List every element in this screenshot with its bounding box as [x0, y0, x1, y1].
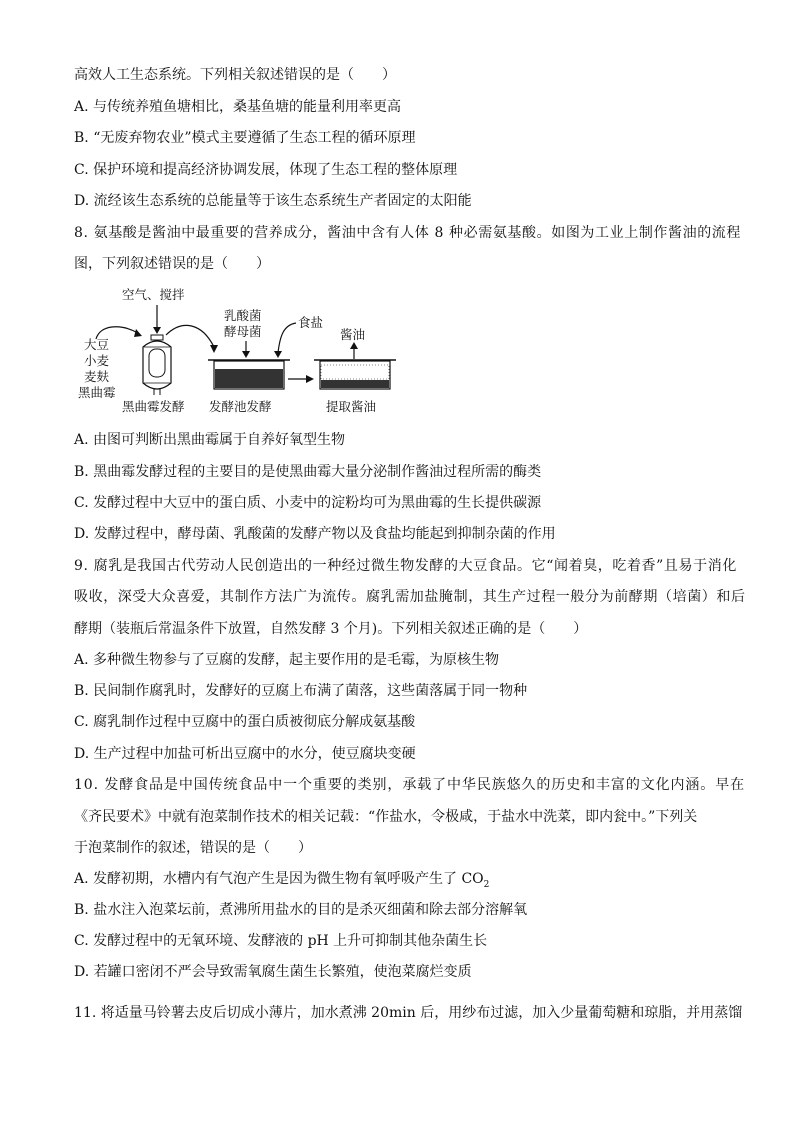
q8-stem-line1: 8. 氨基酸是酱油中最重要的营养成分，酱油中含有人体 8 种必需氨基酸。如图为工业上制作酱油的流程: [74, 225, 742, 241]
q10-stem-line1: 10. 发酵食品是中国传统食品中一个重要的类别，承载了中华民族悠久的历史和丰富的文化内涵。早在: [74, 777, 746, 793]
extraction-tank-icon: [314, 360, 396, 389]
arrow-curve-icon: [210, 345, 218, 353]
q8-option-d: D. 发酵过程中，酵母菌、乳酸菌的发酵产物以及食盐均能起到抑制杂菌的作用: [74, 526, 556, 542]
air-stir-label: 空气、搅拌: [122, 287, 185, 302]
arrow-down-icon: [242, 351, 250, 358]
fermenter-icon: [143, 335, 171, 395]
arrow-right-icon: [306, 375, 314, 383]
arrow-down-icon: [153, 327, 161, 334]
q7-option-b: B. “无废弃物农业”模式主要遵循了生态工程的循环原理: [74, 130, 416, 146]
q8-option-a: A. 由图可判断出黑曲霉属于自养好氧型生物: [74, 432, 346, 448]
ingredient-soybean: 大豆: [84, 337, 110, 352]
stage-extract-soy-sauce: 提取酱油: [326, 399, 377, 414]
q9-option-d: D. 生产过程中加盐可析出豆腐中的水分，使豆腐块变硬: [74, 746, 416, 762]
ingredient-bran: 麦麸: [84, 369, 110, 384]
ingredient-aspergillus: 黑曲霉: [78, 385, 116, 400]
q8-option-b: B. 黑曲霉发酵过程的主要目的是使黑曲霉大量分泌制作酱油过程所需的酶类: [74, 464, 542, 480]
arrow-down-icon: [274, 351, 282, 358]
stage-pool-fermentation: 发酵池发酵: [209, 399, 272, 414]
microbe-lactic: 乳酸菌: [224, 308, 262, 323]
q10-stem-line3: 于泡菜制作的叙述，错误的是（ ）: [74, 840, 312, 856]
q11-stem-line1: 11. 将适量马铃薯去皮后切成小薄片，加水煮沸 20min 后，用纱布过滤，加入少量葡萄糖和琼脂，并用蒸馏: [74, 1005, 743, 1021]
soy-sauce-label: 酱油: [340, 327, 366, 342]
q7-option-a: A. 与传统养殖鱼塘相比，桑基鱼塘的能量利用率更高: [74, 99, 402, 115]
fermentation-pool-icon: [208, 360, 290, 389]
q8-stem-line2: 图，下列叙述错误的是（ ）: [74, 256, 270, 272]
salt-label: 食盐: [298, 315, 324, 330]
microbe-yeast: 酵母菌: [224, 324, 262, 339]
q10-option-d: D. 若罐口密闭不严会导致需氧腐生菌生长繁殖，使泡菜腐烂变质: [74, 964, 472, 980]
q9-option-a: A. 多种微生物参与了豆腐的发酵，起主要作用的是毛霉，为原核生物: [74, 652, 500, 668]
q7-option-d: D. 流经该生态系统的总能量等于该生态系统生产者固定的太阳能: [74, 193, 472, 209]
q9-stem-line3: 酵期（装瓶后常温条件下放置，自然发酵 3 个月)。下列相关叙述正确的是（ ）: [74, 621, 588, 637]
soy-sauce-process-diagram: [74, 283, 404, 418]
stage-aspergillus-fermentation: 黑曲霉发酵: [122, 399, 185, 414]
q8-option-c: C. 发酵过程中大豆中的蛋白质、小麦中的淀粉均可为黑曲霉的生长提供碳源: [74, 495, 542, 511]
q10-option-b: B. 盐水注入泡菜坛前，煮沸所用盐水的目的是杀灭细菌和除去部分溶解氧: [74, 902, 528, 918]
co2-subscript: 2: [483, 879, 490, 890]
q7-stem: 高效人工生态系统。下列相关叙述错误的是（ ）: [74, 67, 396, 83]
q7-option-c: C. 保护环境和提高经济协调发展，体现了生态工程的整体原理: [74, 162, 458, 178]
q9-stem-line1: 9. 腐乳是我国古代劳动人民创造出的一种经过微生物发酵的大豆食品。它“闻着臭，吃着香”且易于消化: [74, 558, 737, 574]
arrow-curve-icon: [134, 329, 142, 337]
q10-option-a-text: A. 发酵初期，水槽内有气泡产生是因为微生物有氧呼吸产生了 CO: [74, 871, 484, 887]
q10-option-c: C. 发酵过程中的无氧环境、发酵液的 pH 上升可抑制其他杂菌生长: [74, 933, 488, 949]
ingredient-wheat: 小麦: [84, 353, 110, 368]
q9-option-c: C. 腐乳制作过程中豆腐中的蛋白质被彻底分解成氨基酸: [74, 714, 416, 730]
q9-stem-line2: 吸收，深受大众喜爱，其制作方法广为流传。腐乳需加盐腌制，其生产过程一般分为前酵期（培菌）和后: [74, 589, 746, 605]
arrow-up-icon: [350, 342, 358, 349]
q10-stem-line2: 《齐民要术》中就有泡菜制作技术的相关记载：“作盐水，令极咸，于盐水中洗菜，即内瓮中。”下列关: [74, 809, 698, 825]
q10-option-a: [74, 870, 489, 894]
q9-option-b: B. 民间制作腐乳时，发酵好的豆腐上布满了菌落，这些菌落属于同一物种: [74, 683, 528, 699]
